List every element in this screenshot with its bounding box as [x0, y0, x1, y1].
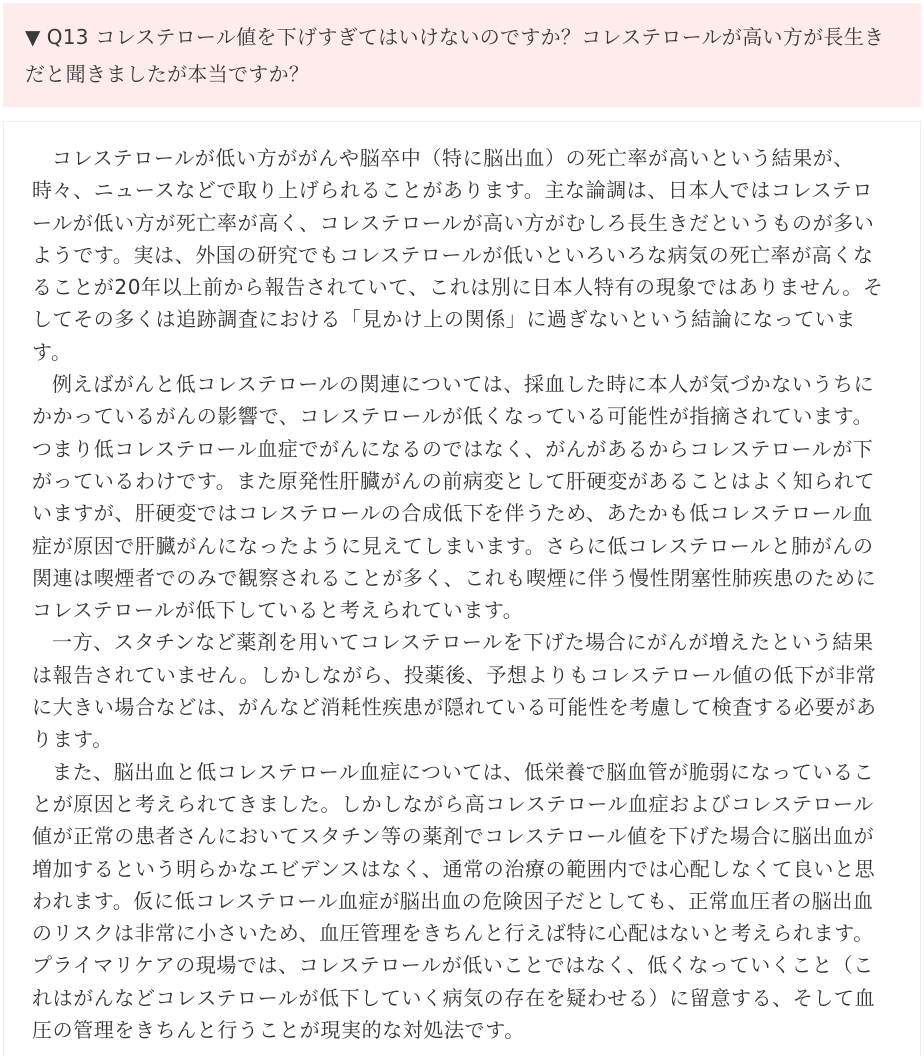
faq-question-text: Q13 コレステロール値を下げすぎてはいけないのですか？コレステロールが高い方が長生きだと聞きましたが本当ですか？: [25, 25, 885, 86]
answer-paragraph-3: 一方、スタチンなど薬剤を用いてコレステロールを下げた場合にがんが増えたという結果は報告されていません。しかしながら、投薬後、予想よりもコレステロール値の低下が非常に大きい場合などは、がんなど消耗性疾患が隠れている可能性を考慮して検査する必要があります。: [32, 630, 877, 752]
faq-answer: [3, 121, 921, 1056]
answer-paragraph-4: また、脳出血と低コレステロール血症については、低栄養で脳血管が脆弱になっていることが原因と考えられてきました。しかしながら高コレステロール血症およびコレステロール値が正常の患者さんにおいてスタチン等の薬剤でコレステロール値を下げた場合に脳出血が増加するという明らかなエビデンスはなく、通常の治療の範囲内では心配しなくて良いと思われます。仮に低コレステロール血症が脳出血の危険因子だとしても、正常血圧者の脳出血のリスクは非常に小さいため、血圧管理をきちんと行えば特に心配はないと考えられます。プライマリケアの現場では、コレステロールが低いことではなく、低くなっていくこと（これはがんなどコレステロールが低下していく病気の存在を疑わせる）に留意する、そして血圧の管理をきちんと行うことが現実的な対処法です。: [32, 759, 876, 1043]
triangle-down-icon: ▼: [25, 25, 41, 49]
answer-paragraph-1: コレステロールが低い方ががんや脳卒中（特に脳出血）の死亡率が高いという結果が、時々、ニュースなどで取り上げられることがあります。主な論調は、日本人ではコレステロールが低い方が死亡率が高く、コレステロールが高い方がむしろ長生きだというものが多いようです。実は、外国の研究でもコレステロールが低いといろいろな病気の死亡率が高くなることが20年以上前から報告されていて、これは別に日本人特有の現象ではありません。そしてその多くは追跡調査における「見かけ上の関係」に過ぎないという結論になっています。: [32, 146, 884, 364]
faq-question-toggle[interactable]: [3, 3, 921, 107]
answer-paragraph-2: 例えばがんと低コレステロールの関連については、採血した時に本人が気づかないうちにかかっているがんの影響で、コレステロールが低くなっている可能性が指摘されています。つまり低コレステロール血症でがんになるのではなく、がんがあるからコレステロールが下がっているわけです。また原発性肝臓がんの前病変として肝硬変があることはよく知られていますが、肝硬変ではコレステロールの合成低下を伴うため、あたかも低コレステロール血症が原因で肝臓がんになったように見えてしまいます。さらに低コレステロールと肺がんの関連は喫煙者でのみで観察されることが多く、これも喫煙に伴う慢性閉塞性肺疾患のためにコレステロールが低下していると考えられています。: [32, 372, 877, 623]
